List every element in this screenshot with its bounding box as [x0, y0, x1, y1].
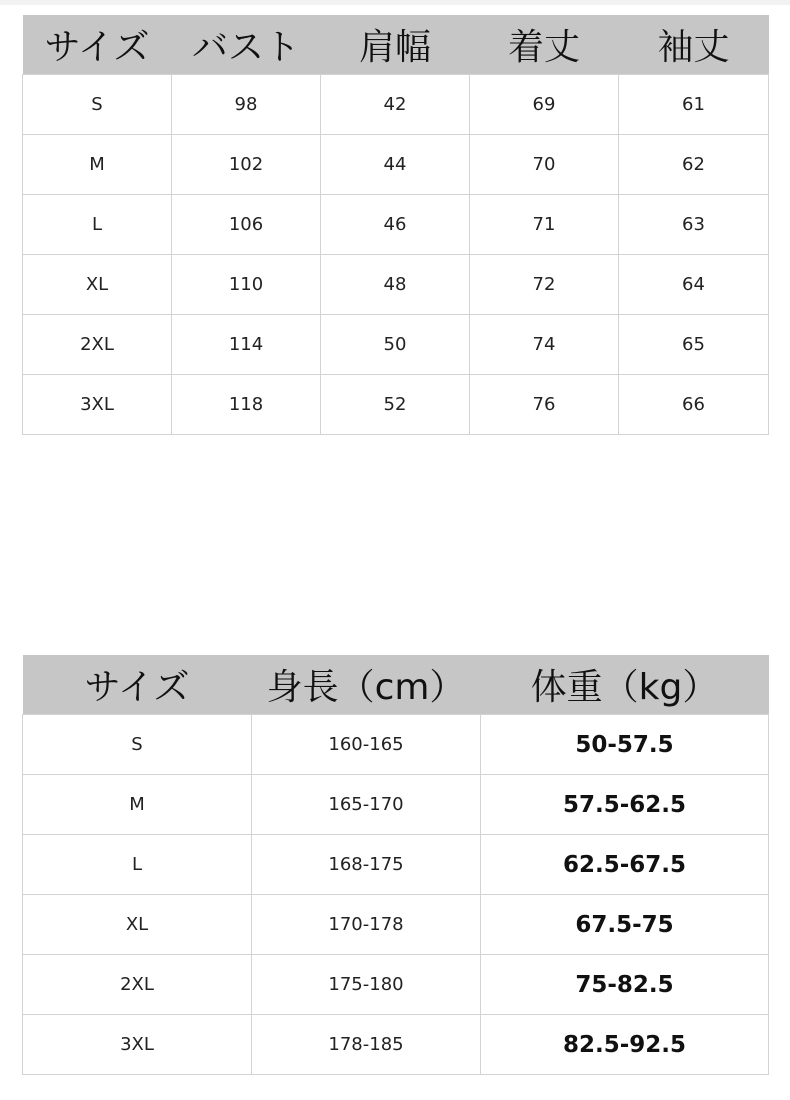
table-row: [23, 955, 769, 1015]
cell-length: 69: [470, 75, 619, 135]
header-size: サイズ: [23, 15, 172, 75]
cell-sleeve-length: 62: [619, 135, 769, 195]
table-row: [23, 135, 769, 195]
table-row: [23, 315, 769, 375]
cell-height: 178-185: [252, 1015, 481, 1075]
cell-length: 71: [470, 195, 619, 255]
cell-shoulder-width: 42: [321, 75, 470, 135]
cell-size: XL: [23, 255, 172, 315]
cell-size: S: [23, 715, 252, 775]
cell-sleeve-length: 64: [619, 255, 769, 315]
cell-size: L: [23, 835, 252, 895]
table-row: [23, 895, 769, 955]
measurements-table: [22, 15, 769, 435]
cell-sleeve-length: 65: [619, 315, 769, 375]
cell-size: M: [23, 135, 172, 195]
cell-shoulder-width: 50: [321, 315, 470, 375]
cell-height: 165-170: [252, 775, 481, 835]
cell-shoulder-width: 48: [321, 255, 470, 315]
cell-height: 168-175: [252, 835, 481, 895]
header-shoulder-width: 肩幅: [321, 15, 470, 75]
table-row: [23, 1015, 769, 1075]
cell-size: XL: [23, 895, 252, 955]
cell-weight: 75-82.5: [481, 955, 769, 1015]
cell-size: 3XL: [23, 375, 172, 435]
cell-sleeve-length: 66: [619, 375, 769, 435]
header-height: 身長（cm）: [252, 655, 481, 715]
cell-size: 2XL: [23, 955, 252, 1015]
body-fit-table: [22, 655, 769, 1075]
header-bust: バスト: [172, 15, 321, 75]
cell-bust: 98: [172, 75, 321, 135]
cell-length: 70: [470, 135, 619, 195]
table-row: [23, 715, 769, 775]
cell-height: 175-180: [252, 955, 481, 1015]
table-row: [23, 75, 769, 135]
cell-length: 76: [470, 375, 619, 435]
table-row: [23, 195, 769, 255]
cell-size: M: [23, 775, 252, 835]
table-row: [23, 775, 769, 835]
header-sleeve-length: 袖丈: [619, 15, 769, 75]
header-length: 着丈: [470, 15, 619, 75]
top-strip: [0, 0, 790, 5]
cell-size: S: [23, 75, 172, 135]
cell-weight: 82.5-92.5: [481, 1015, 769, 1075]
header-row: [23, 15, 769, 75]
cell-bust: 110: [172, 255, 321, 315]
cell-weight: 57.5-62.5: [481, 775, 769, 835]
header-weight: 体重（kg）: [481, 655, 769, 715]
cell-shoulder-width: 46: [321, 195, 470, 255]
cell-sleeve-length: 63: [619, 195, 769, 255]
table-row: [23, 375, 769, 435]
cell-sleeve-length: 61: [619, 75, 769, 135]
cell-size: 2XL: [23, 315, 172, 375]
cell-size: L: [23, 195, 172, 255]
header-size: サイズ: [23, 655, 252, 715]
cell-weight: 67.5-75: [481, 895, 769, 955]
cell-size: 3XL: [23, 1015, 252, 1075]
cell-weight: 50-57.5: [481, 715, 769, 775]
cell-bust: 102: [172, 135, 321, 195]
table-row: [23, 835, 769, 895]
cell-length: 74: [470, 315, 619, 375]
cell-bust: 118: [172, 375, 321, 435]
cell-bust: 106: [172, 195, 321, 255]
cell-weight: 62.5-67.5: [481, 835, 769, 895]
cell-shoulder-width: 44: [321, 135, 470, 195]
cell-bust: 114: [172, 315, 321, 375]
cell-length: 72: [470, 255, 619, 315]
cell-shoulder-width: 52: [321, 375, 470, 435]
cell-height: 160-165: [252, 715, 481, 775]
header-row: [23, 655, 769, 715]
cell-height: 170-178: [252, 895, 481, 955]
table-row: [23, 255, 769, 315]
